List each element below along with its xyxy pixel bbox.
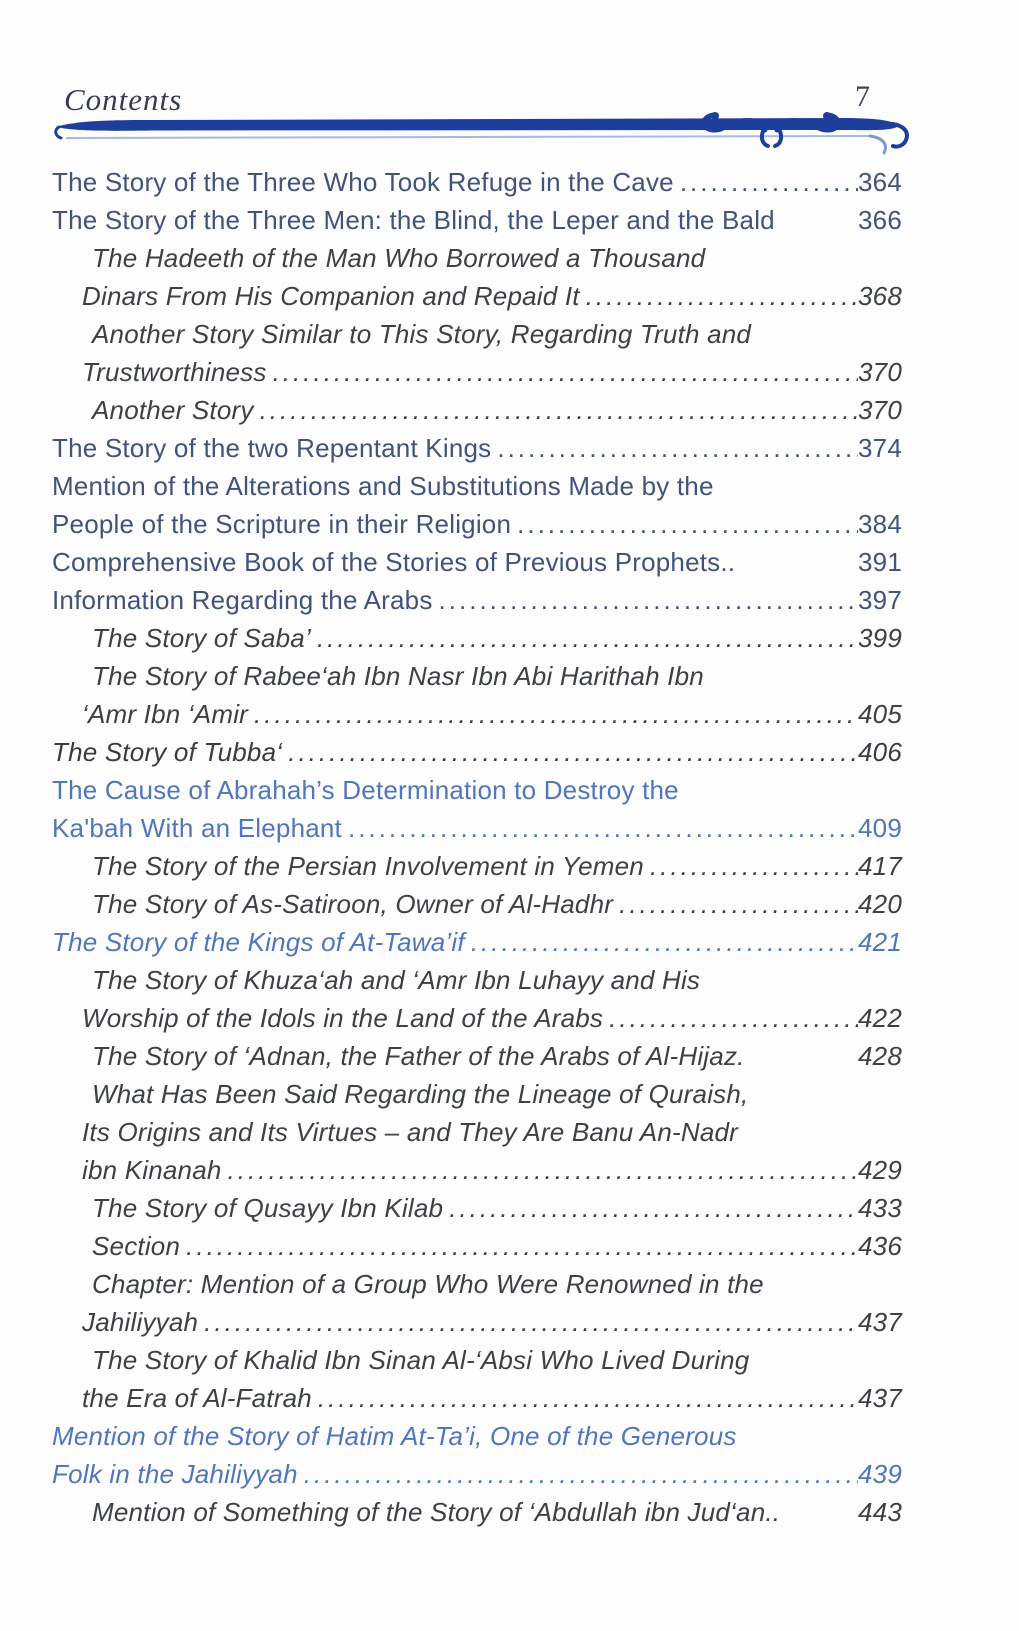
toc-entry	[52, 847, 902, 885]
toc-entry-title: The Story of As-Satiroon, Owner of Al-Hadhr	[92, 889, 614, 919]
toc-entry	[52, 543, 902, 581]
toc-entry-page-number: 397	[858, 585, 902, 615]
toc-entry-title: The Story of Khalid Ibn Sinan Al-‘Absi Who Lived During	[92, 1345, 750, 1375]
dot-leader	[248, 695, 858, 733]
toc-entry	[52, 1151, 902, 1189]
toc-entry-title: The Story of ‘Adnan, the Father of the Arabs of Al-Hijaz.	[92, 1041, 745, 1071]
toc-entry-title: The Cause of Abrahah’s Determination to Destroy the	[52, 775, 679, 805]
toc-entry	[52, 315, 902, 353]
dot-leader	[282, 733, 858, 771]
toc-entry	[52, 505, 902, 543]
dot-leader	[491, 429, 858, 467]
dot-leader	[222, 1151, 858, 1189]
toc-entry-page-number: 443	[858, 1497, 902, 1527]
toc-entry-page-number: 391	[858, 547, 902, 577]
toc-entry-page-number: 433	[858, 1193, 902, 1223]
toc-entry-title: ‘Amr Ibn ‘Amir	[82, 699, 249, 729]
toc-entry	[52, 1227, 902, 1265]
toc-entry	[52, 1417, 902, 1455]
toc-entry-title: People of the Scripture in their Religion	[52, 509, 512, 539]
toc-entry-title: Another Story Similar to This Story, Regarding Truth and	[92, 319, 752, 349]
page-title: Contents	[64, 82, 183, 117]
dot-leader	[254, 391, 858, 429]
toc-entry-page-number: 384	[858, 509, 902, 539]
toc-entry-title: Worship of the Idols in the Land of the Arabs	[82, 1003, 604, 1033]
toc-entry	[52, 961, 902, 999]
toc-entry	[52, 657, 902, 695]
dot-leader	[613, 885, 858, 923]
toc-entry-page-number: 370	[858, 357, 902, 387]
toc-entry-page-number: 421	[858, 927, 902, 957]
toc-entry	[52, 1303, 902, 1341]
toc-entry-page-number: 417	[858, 851, 902, 881]
toc-entry	[52, 1455, 902, 1493]
dot-leader	[342, 809, 858, 847]
toc-entry-title: Mention of the Alterations and Substitutions Made by the	[52, 471, 714, 501]
toc-entry-page-number: 366	[858, 205, 902, 235]
toc-entry	[52, 201, 902, 239]
toc-entry-title: Its Origins and Its Virtues – and They Are Banu An-Nadr	[82, 1117, 739, 1147]
toc-entry-page-number: 405	[858, 699, 902, 729]
toc-entry	[52, 733, 902, 771]
toc-entry-page-number: 364	[858, 167, 902, 197]
toc-entry	[52, 695, 902, 733]
toc-entry	[52, 923, 902, 961]
toc-entry-title: Jahiliyyah	[82, 1307, 199, 1337]
toc-entry	[52, 1379, 902, 1417]
toc-entry-title: The Story of Saba’	[92, 623, 311, 653]
toc-entry-title: Ka'bah With an Elephant	[52, 813, 342, 843]
dot-leader	[511, 505, 858, 543]
toc-entry	[52, 1265, 902, 1303]
header-rule-svg	[52, 104, 912, 164]
toc-entry-page-number: 368	[858, 281, 902, 311]
toc-entry	[52, 809, 902, 847]
toc-entry	[52, 771, 902, 809]
toc-entry-title: Mention of Something of the Story of ‘Abdullah ibn Jud‘an..	[92, 1497, 781, 1527]
toc-entry	[52, 619, 902, 657]
toc-entry-title: the Era of Al-Fatrah	[82, 1383, 312, 1413]
toc-entry-page-number: 436	[858, 1231, 902, 1261]
dot-leader	[298, 1455, 858, 1493]
folio-page-number: 7	[855, 80, 870, 113]
toc-entry-title: Trustworthiness	[82, 357, 267, 387]
toc-entry	[52, 581, 902, 619]
toc-entry-title: The Story of the Kings of At-Tawa’if	[52, 927, 465, 957]
toc-entry-title: The Story of the Persian Involvement in Yemen	[92, 851, 644, 881]
toc-entry-title: ibn Kinanah	[82, 1155, 222, 1185]
toc-entry-title: Comprehensive Book of the Stories of Previous Prophets..	[52, 547, 736, 577]
toc-entry	[52, 885, 902, 923]
toc-entry-page-number: 439	[858, 1459, 902, 1489]
toc-entry-page-number: 399	[858, 623, 902, 653]
dot-leader	[180, 1227, 858, 1265]
toc-entry-page-number: 429	[858, 1155, 902, 1185]
toc-entry-page-number: 409	[858, 813, 902, 843]
dot-leader	[267, 353, 858, 391]
dot-leader	[198, 1303, 858, 1341]
toc-entry-title: What Has Been Said Regarding the Lineage of Quraish,	[92, 1079, 749, 1109]
toc-entry-title: The Story of Khuza‘ah and ‘Amr Ibn Luhayy and His	[92, 965, 701, 995]
dot-leader	[674, 163, 858, 201]
toc-entry-page-number: 437	[858, 1383, 902, 1413]
toc-entry-page-number: 422	[858, 1003, 902, 1033]
toc-entry-title: The Story of the two Repentant Kings	[52, 433, 492, 463]
dot-leader	[644, 847, 858, 885]
toc-entry-page-number: 420	[858, 889, 902, 919]
header-rule	[52, 104, 912, 164]
toc-list	[52, 163, 902, 1531]
toc-entry-title: Another Story	[92, 395, 254, 425]
toc-entry-title: The Story of Tubba‘	[52, 737, 283, 767]
dot-leader	[311, 619, 858, 657]
toc-entry-title: Folk in the Jahiliyyah	[52, 1459, 298, 1489]
dot-leader	[465, 923, 858, 961]
toc-entry	[52, 391, 902, 429]
toc-entry-title: Chapter: Mention of a Group Who Were Renowned in the	[92, 1269, 764, 1299]
toc-entry-page-number: 370	[858, 395, 902, 425]
toc-entry-title: The Story of Rabee‘ah Ibn Nasr Ibn Abi Harithah Ibn	[92, 661, 704, 691]
toc-entry-title: The Story of the Three Men: the Blind, the Leper and the Bald	[52, 205, 775, 235]
dot-leader	[443, 1189, 858, 1227]
toc-entry-page-number: 374	[858, 433, 902, 463]
toc-entry	[52, 999, 902, 1037]
dot-leader	[603, 999, 858, 1037]
toc-entry	[52, 163, 902, 201]
toc-entry-title: The Story of Qusayy Ibn Kilab	[92, 1193, 444, 1223]
toc-entry	[52, 353, 902, 391]
toc-entry	[52, 467, 902, 505]
toc-entry	[52, 1493, 902, 1531]
dot-leader	[312, 1379, 858, 1417]
toc-entry	[52, 1075, 902, 1113]
toc-entry-title: Mention of the Story of Hatim At-Ta’i, One of the Generous	[52, 1421, 737, 1451]
toc-entry-title: Information Regarding the Arabs	[52, 585, 433, 615]
toc-entry	[52, 239, 902, 277]
toc-entry-page-number: 437	[858, 1307, 902, 1337]
rule-bar	[56, 118, 897, 131]
dot-leader	[580, 277, 858, 315]
toc-entry	[52, 1341, 902, 1379]
toc-entry-title: Section	[92, 1231, 181, 1261]
toc-entry-page-number: 428	[858, 1041, 902, 1071]
toc-entry-title: The Story of the Three Who Took Refuge in the Cave	[52, 167, 674, 197]
toc-entry	[52, 1189, 902, 1227]
toc-entry-page-number: 406	[858, 737, 902, 767]
toc-entry-title: The Hadeeth of the Man Who Borrowed a Thousand	[92, 243, 706, 273]
dot-leader	[433, 581, 858, 619]
toc-entry	[52, 277, 902, 315]
toc-entry	[52, 429, 902, 467]
toc-entry-title: Dinars From His Companion and Repaid It	[82, 281, 580, 311]
toc-entry	[52, 1037, 902, 1075]
toc-entry	[52, 1113, 902, 1151]
